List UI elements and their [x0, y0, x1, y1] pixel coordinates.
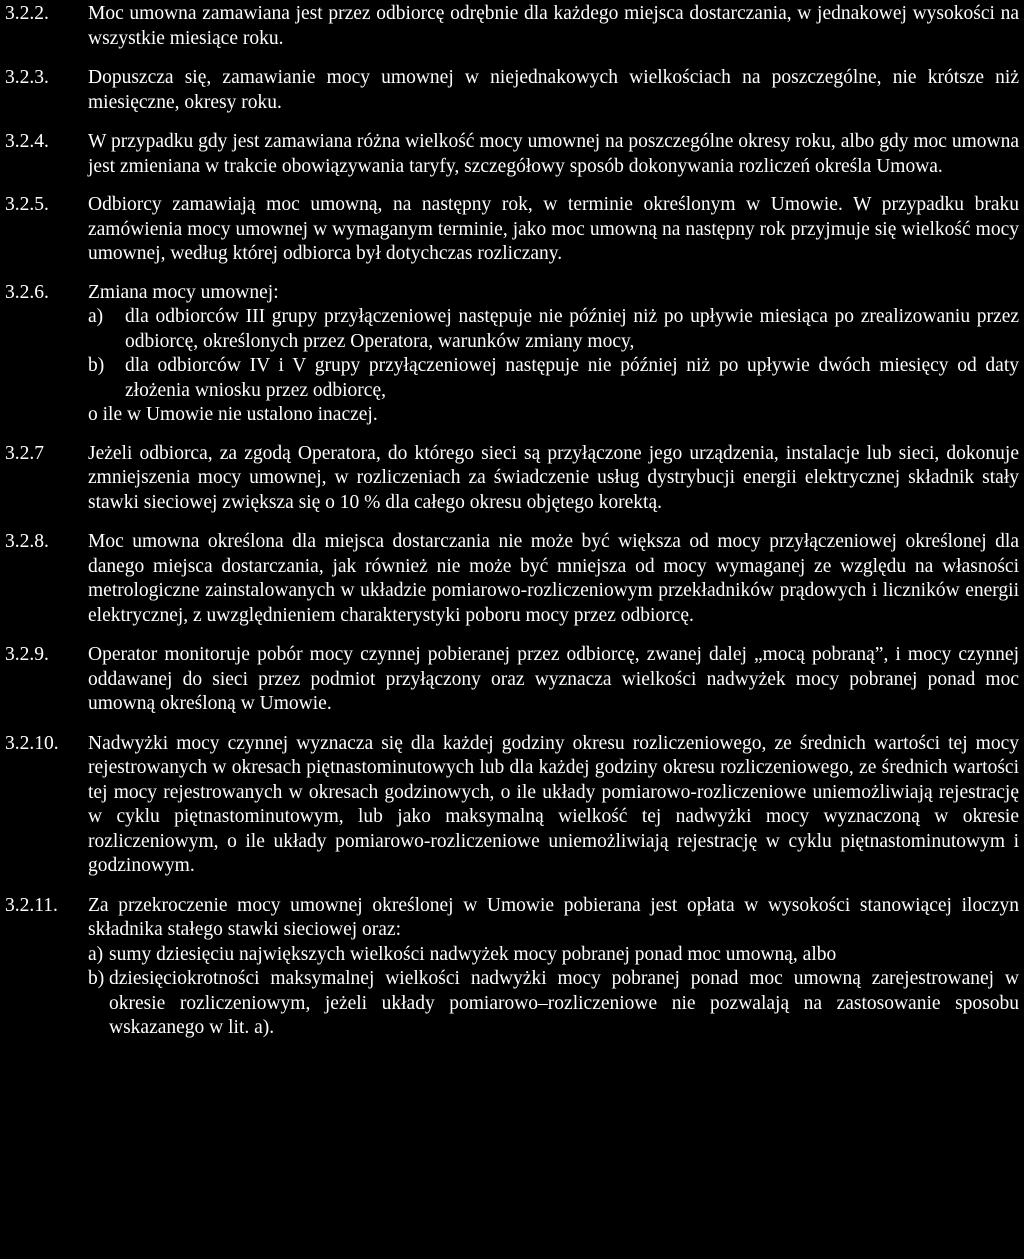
section-body: [88, 193, 1019, 267]
section-text: W przypadku gdy jest zamawiana różna wielkość mocy umownej na poszczególne okresy roku, albo gdy moc umowna jest zmieniana w trakcie obowiązywania taryfy, szczegółowy sposób dokonywania rozliczeń określa Umowa.: [88, 131, 1019, 177]
list-item: [88, 943, 1019, 968]
section-text: Nadwyżki mocy czynnej wyznacza się dla każdej godziny okresu rozliczeniowego, ze średnich wartości tej mocy rejestrowanych w okresach piętnastominutowych lub dla każdej godziny okresu rozliczeniowego, ze średnich wartości tej mocy rejestrowanych w okresach godzinowych, o ile układy pomiarowo-rozliczeniowe uniemożliwiają rejestrację w cyklu piętnastominutowym, lub jako maksymalną wielkość tej nadwyżki mocy wyznaczoną w okresie rozliczeniowym, o ile układy pomiarowo-rozliczeniowe uniemożliwiają rejestrację w cyklu piętnastominutowym i godzinowym.: [88, 732, 1019, 876]
section-body: [88, 732, 1019, 879]
section-number: 3.2.10.: [5, 732, 59, 754]
section-body: [88, 442, 1019, 516]
section-number: 3.2.7: [5, 442, 44, 464]
section-3-2-3: [0, 66, 1024, 115]
section-intro: Zmiana mocy umownej:: [88, 281, 279, 303]
item-text: dziesięciokrotności maksymalnej wielkości nadwyżki mocy pobranej ponad moc umowną zarejestrowanej w okresie rozliczeniowym, jeżeli układy pomiarowo–rozliczeniowe nie pozwalają na zastosowanie sposobu wskazanego w lit. a).: [109, 968, 1019, 1038]
section-3-2-6: [0, 281, 1024, 428]
item-text: dla odbiorców III grupy przyłączeniowej następuje nie później niż po upływie miesiąca po zrealizowaniu przez odbiorcę, określonych przez Operatora, warunków zmiany mocy,: [125, 306, 1019, 352]
section-body: [88, 530, 1019, 628]
section-3-2-11: [0, 894, 1024, 1041]
section-body: [88, 130, 1019, 179]
section-number: 3.2.3.: [5, 67, 49, 88]
section-3-2-8: [0, 530, 1024, 628]
section-number: 3.2.4.: [5, 131, 49, 152]
item-list: [88, 305, 1019, 403]
list-item: [88, 967, 1019, 1041]
section-number: 3.2.5.: [5, 194, 49, 215]
section-text: Moc umowna określona dla miejsca dostarczania nie może być większa od mocy przyłączeniowej określonej dla danego miejsca dostarczania, jak również nie może być mniejsza od mocy wymaganej ze względu na własności metrologiczne zainstalowanych w układzie pomiarowo-rozliczeniowym przekładników prądowych i liczników energii elektrycznej, z uwzględnieniem charakterystyki poboru mocy przez odbiorcę.: [88, 531, 1019, 626]
section-body: [88, 281, 1019, 428]
item-marker: b): [88, 355, 105, 376]
list-item: [88, 354, 1019, 403]
section-text: Moc umowna zamawiana jest przez odbiorcę odrębnie dla każdego miejsca dostarczania, w jednakowej wysokości na wszystkie miesiące roku.: [88, 3, 1019, 49]
item-text: sumy dziesięciu największych wielkości nadwyżek mocy pobranej ponad moc umowną, albo: [109, 943, 837, 965]
section-text: Jeżeli odbiorca, za zgodą Operatora, do którego sieci są przyłączone jego urządzenia, instalacje lub sieci, dokonuje zmniejszenia mocy umownej, w rozliczeniach za świadczenie usług dystrybucji energii elektrycznej składnik stały stawki sieciowej zwiększa się o 10 % dla całego okresu objętego korektą.: [88, 442, 1019, 513]
section-body: [88, 66, 1019, 115]
section-3-2-2: [0, 2, 1024, 51]
item-marker: b): [88, 968, 105, 989]
section-3-2-10: [0, 732, 1024, 879]
item-marker: a): [88, 943, 104, 965]
section-3-2-7: [0, 442, 1024, 516]
section-body: [88, 643, 1019, 717]
section-3-2-9: [0, 643, 1024, 717]
section-number: 3.2.2.: [5, 3, 49, 24]
item-marker: a): [88, 306, 104, 327]
section-outro: o ile w Umowie nie ustalono inaczej.: [88, 404, 378, 425]
section-number: 3.2.8.: [5, 531, 49, 552]
section-text: Odbiorcy zamawiają moc umowną, na następny rok, w terminie określonym w Umowie. W przypadku braku zamówienia mocy umownej w wymaganym terminie, jako moc umowną na następny rok przyjmuje się wielkość mocy umownej, według której odbiorca był dotychczas rozliczany.: [88, 194, 1019, 264]
section-body: [88, 2, 1019, 51]
item-text: dla odbiorców IV i V grupy przyłączeniowej następuje nie później niż po upływie dwóch miesięcy od daty złożenia wniosku przez odbiorcę,: [125, 355, 1019, 401]
section-text: Dopuszcza się, zamawianie mocy umownej w niejednakowych wielkościach na poszczególne, nie krótsze niż miesięczne, okresy roku.: [88, 67, 1019, 113]
section-intro: Za przekroczenie mocy umownej określonej w Umowie pobierana jest opłata w wysokości stanowiącej iloczyn składnika stałego stawki sieciowej oraz:: [88, 894, 1019, 940]
section-number: 3.2.11.: [5, 894, 58, 916]
section-3-2-4: [0, 130, 1024, 179]
section-body: [88, 894, 1019, 1041]
section-3-2-5: [0, 193, 1024, 267]
list-item: [88, 305, 1019, 354]
section-number: 3.2.6.: [5, 281, 49, 303]
section-number: 3.2.9.: [5, 644, 49, 665]
section-text: Operator monitoruje pobór mocy czynnej pobieranej przez odbiorcę, zwanej dalej „mocą pobraną”, i mocy czynnej oddawanej do sieci przez podmiot przyłączony oraz wyznacza wielkości nadwyżek mocy pobranej ponad moc umowną określoną w Umowie.: [88, 644, 1019, 714]
item-list: [88, 943, 1019, 1041]
